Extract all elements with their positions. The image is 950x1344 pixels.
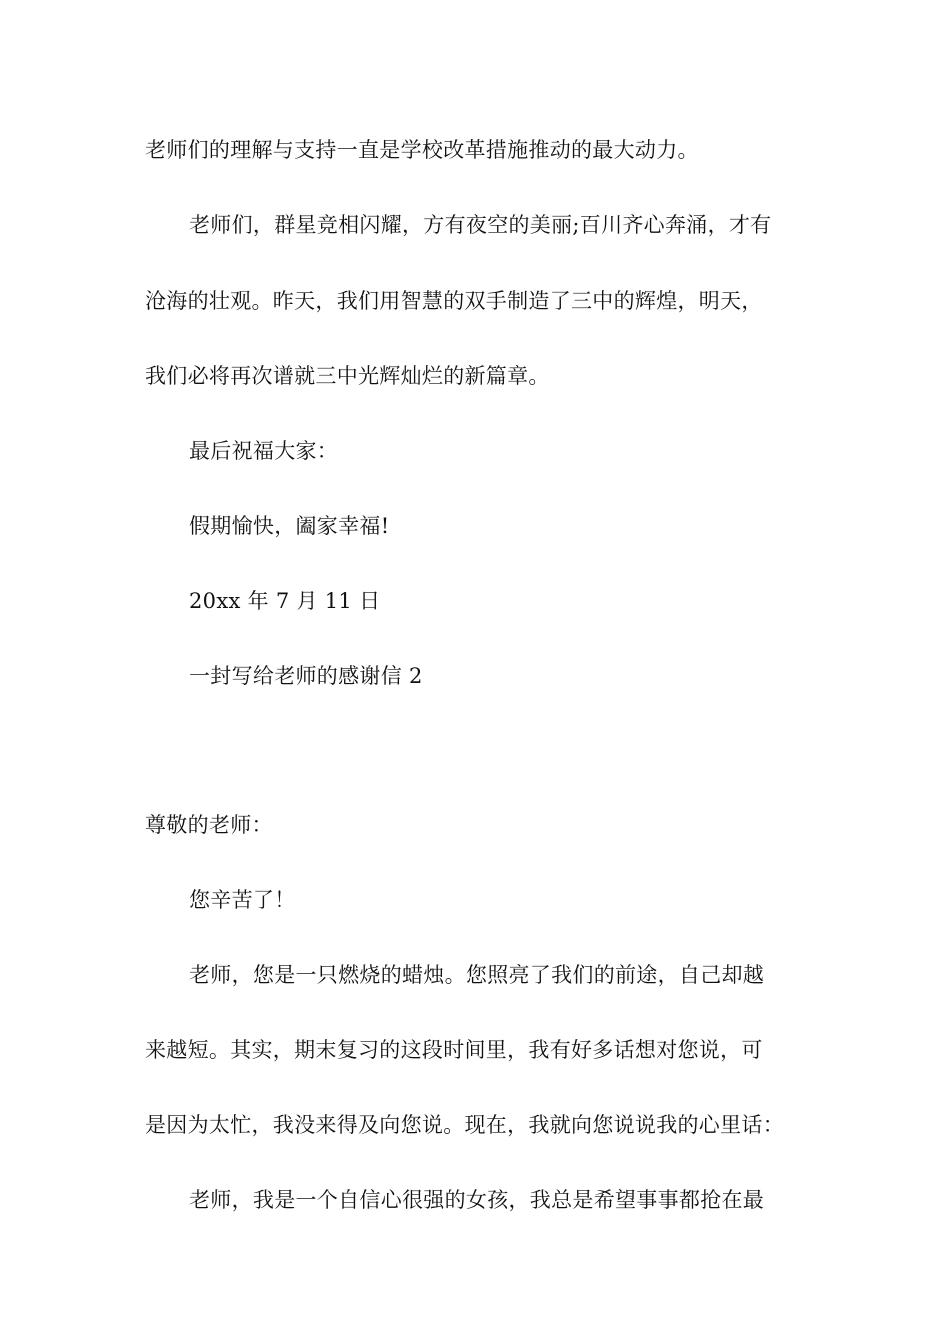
paragraph-line: 老师们的理解与支持一直是学校改革措施推动的最大动力。 [145,138,699,162]
paragraph-line: 您辛苦了！ [189,888,296,912]
date-line: 20xx 年 7 月 11 日 [189,589,381,613]
paragraph-line: 老师，我是一个自信心很强的女孩，我总是希望事事都抢在最 [189,1188,765,1212]
paragraph-line: 假期愉快，阖家幸福! [189,514,390,538]
paragraph-line: 老师，您是一只燃烧的蜡烛。您照亮了我们的前途，自己却越 [189,963,765,987]
paragraph-line: 最后祝福大家： [189,439,339,463]
section-title: 一封写给老师的感谢信 2 [189,664,423,688]
paragraph-line: 我们必将再次谱就三中光辉灿烂的新篇章。 [145,364,550,388]
paragraph-line: 是因为太忙，我没来得及向您说。现在，我就向您说说我的心里话： [145,1113,784,1137]
salutation: 尊敬的老师： [145,813,273,837]
paragraph-line: 老师们，群星竞相闪耀，方有夜空的美丽;百川齐心奔涌，才有 [189,213,772,237]
paragraph-line: 沧海的壮观。昨天，我们用智慧的双手制造了三中的辉煌，明天， [145,289,763,313]
paragraph-line: 来越短。其实，期末复习的这段时间里，我有好多话想对您说，可 [145,1038,763,1062]
